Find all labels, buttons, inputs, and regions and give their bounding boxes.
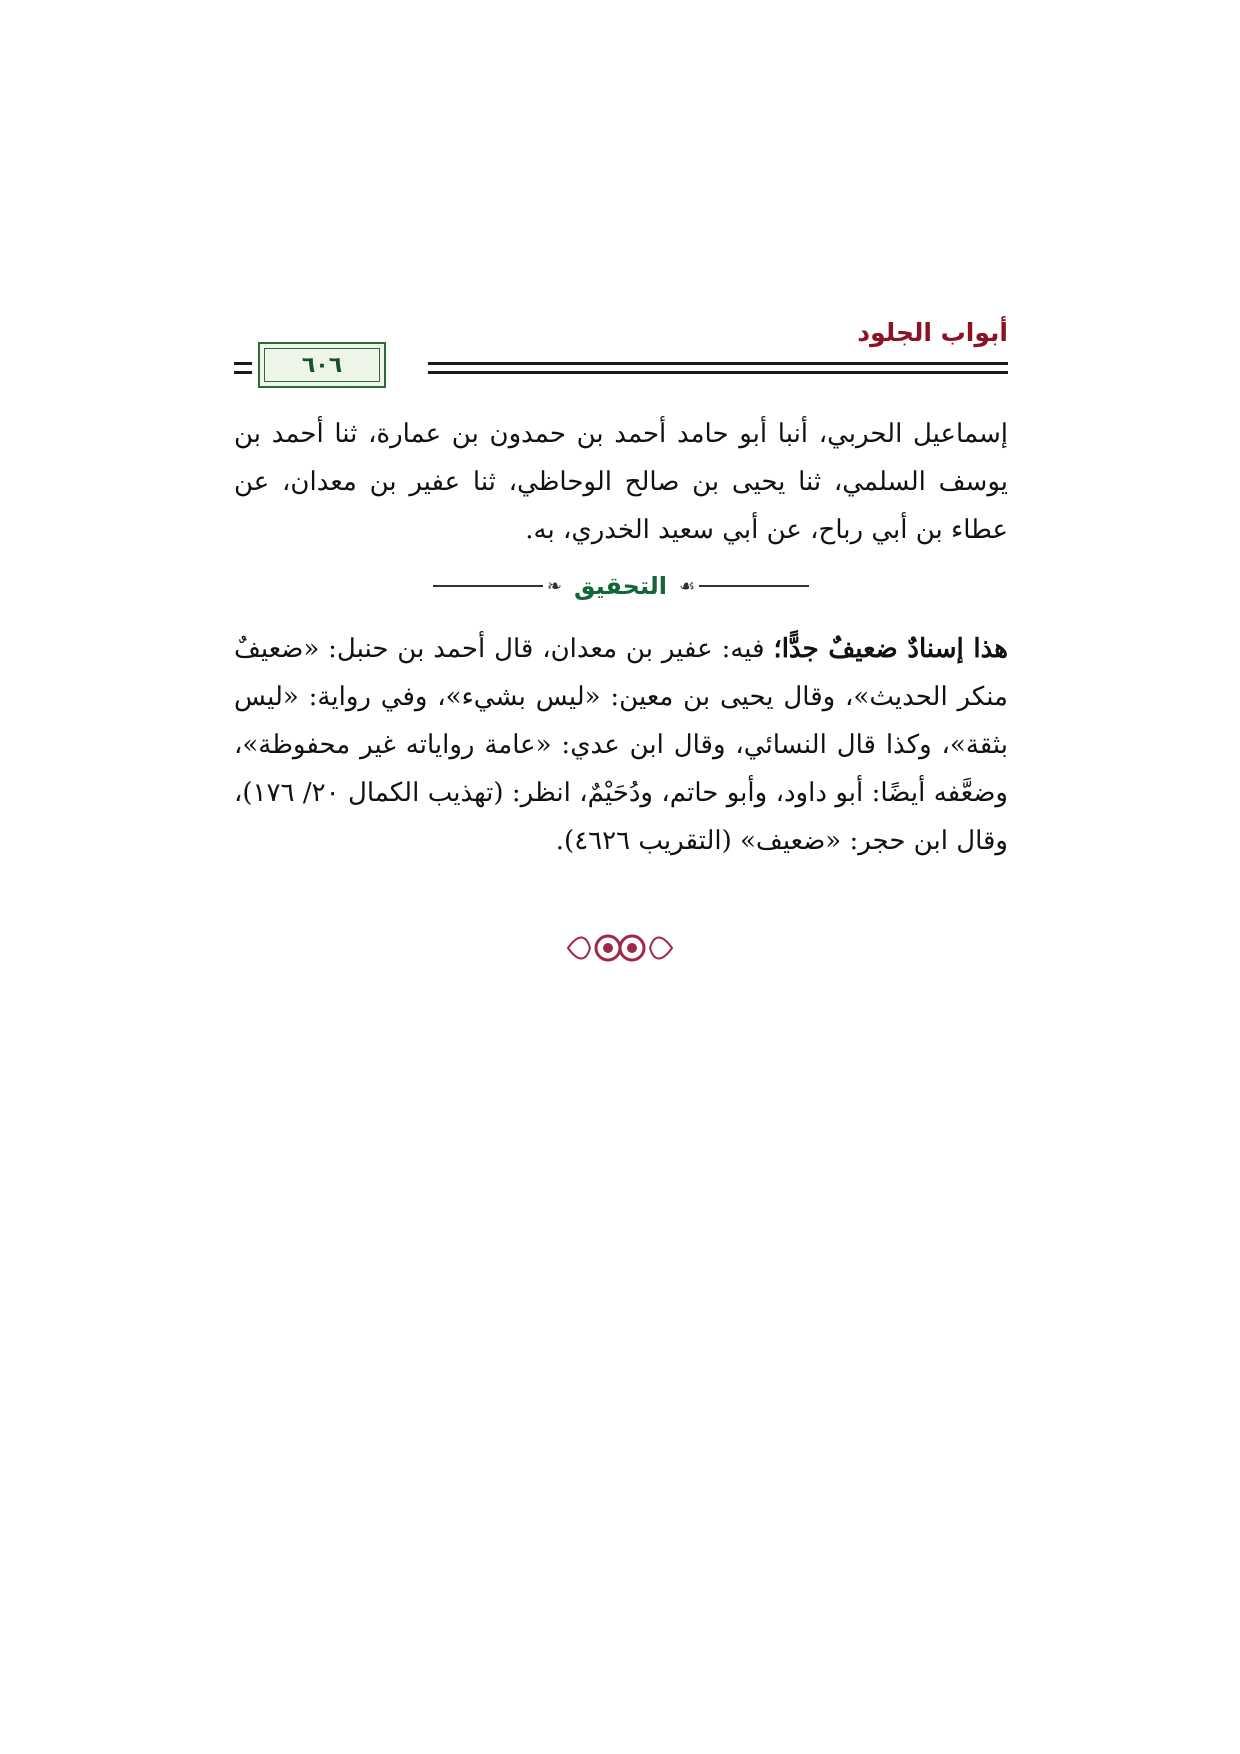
commentary-text: فيه: عفير بن معدان، قال أحمد بن حنبل: «ضعيفٌ منكر الحديث»، وقال يحيى بن معين: «ليس بشيء»، وفي رواية: «ليس بثقة»، وكذا قال النسائي، وقال ابن عدي: «عامة رواياته غير محفوظة»، وضعَّفه أيضًا: أبو داود، وأبو حاتم، ودُحَيْمٌ، انظر: (تهذيب الكمال ٢٠/ ١٧٦)، وقال ابن حجر: «ضعيف» (التقريب ٤٦٢٦).	[234, 634, 1008, 856]
page-header	[234, 318, 1008, 390]
flourish-icon: ❧	[546, 575, 562, 597]
rosette-ornament-icon	[560, 928, 680, 968]
header-rule-top	[428, 362, 1008, 365]
flourish-icon: ☙	[679, 575, 696, 597]
section-heading	[234, 568, 1008, 604]
header-rule-left-top	[234, 362, 252, 365]
chapter-title: أبواب الجلود	[857, 318, 1008, 347]
header-rule-left-bottom	[234, 371, 252, 374]
header-rule-bottom	[428, 371, 1008, 374]
section-divider-left	[433, 585, 543, 587]
verdict-text: هذا إسنادٌ ضعيفٌ جدًّا؛	[773, 634, 1008, 664]
page-number: ٦٠٦	[301, 352, 343, 378]
end-ornament-icon	[560, 928, 680, 968]
page-number-badge	[258, 342, 386, 388]
commentary-paragraph	[234, 625, 1008, 865]
isnad-paragraph: إسماعيل الحربي، أنبا أبو حامد أحمد بن حمدون بن عمارة، ثنا أحمد بن يوسف السلمي، ثنا يحيى بن صالح الوحاظي، ثنا عفير بن معدان، عن عطاء بن أبي رباح، عن أبي سعيد الخدري، به.	[234, 419, 1008, 545]
section-title: التحقيق	[573, 572, 667, 600]
section-divider-right	[699, 585, 809, 587]
